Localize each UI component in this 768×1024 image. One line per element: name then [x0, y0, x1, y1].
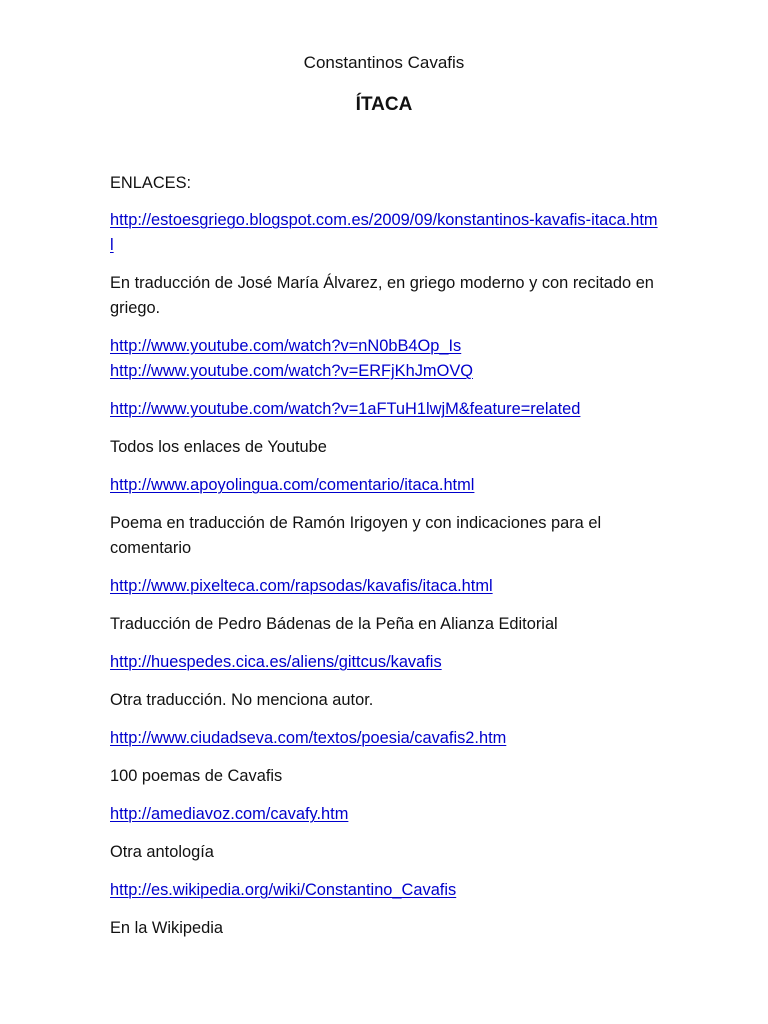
links-heading: ENLACES:: [110, 174, 192, 192]
link-description: En traducción de José María Álvarez, en griego moderno y con recitado en griego.: [110, 274, 654, 317]
link-paragraph: [110, 650, 658, 675]
link-ciudadseva[interactable]: http://www.ciudadseva.com/textos/poesia/cavafis2.htm: [110, 729, 507, 747]
link-youtube-1[interactable]: http://www.youtube.com/watch?v=nN0bB4Op_Is: [110, 337, 462, 355]
link-estoesgriego[interactable]: http://estoesgriego.blogspot.com.es/2009/09/konstantinos-kavafis-itaca.html: [110, 211, 658, 254]
document-title: ÍTACA: [355, 94, 413, 115]
link-wikipedia[interactable]: http://es.wikipedia.org/wiki/Constantino_Cavafis: [110, 881, 457, 899]
link-youtube-2[interactable]: http://www.youtube.com/watch?v=ERFjKhJmOVQ: [110, 362, 474, 380]
link-paragraph: [110, 208, 658, 258]
link-pixelteca[interactable]: http://www.pixelteca.com/rapsodas/kavafis/itaca.html: [110, 577, 493, 595]
link-paragraph: [110, 878, 658, 903]
link-paragraph: [110, 334, 658, 359]
document-body: [110, 171, 658, 954]
link-description: Traducción de Pedro Bádenas de la Peña en Alianza Editorial: [110, 615, 558, 633]
link-amediavoz[interactable]: http://amediavoz.com/cavafy.htm: [110, 805, 349, 823]
link-paragraph: [110, 726, 658, 751]
link-paragraph: [110, 802, 658, 827]
link-description: En la Wikipedia: [110, 919, 223, 937]
link-apoyolingua[interactable]: http://www.apoyolingua.com/comentario/itaca.html: [110, 476, 475, 494]
document-author: Constantinos Cavafis: [303, 53, 465, 72]
link-paragraph: [110, 574, 658, 599]
link-description: Todos los enlaces de Youtube: [110, 438, 327, 456]
link-description: 100 poemas de Cavafis: [110, 767, 283, 785]
link-description: Otra antología: [110, 843, 214, 861]
link-paragraph: [110, 359, 658, 384]
link-cica[interactable]: http://huespedes.cica.es/aliens/gittcus/kavafis: [110, 653, 442, 671]
link-description: Otra traducción. No menciona autor.: [110, 691, 374, 709]
link-description: Poema en traducción de Ramón Irigoyen y con indicaciones para el comentario: [110, 514, 602, 557]
link-youtube-3[interactable]: http://www.youtube.com/watch?v=1aFTuH1lwjM&feature=related: [110, 400, 581, 418]
link-paragraph: [110, 397, 658, 422]
link-paragraph: [110, 473, 658, 498]
